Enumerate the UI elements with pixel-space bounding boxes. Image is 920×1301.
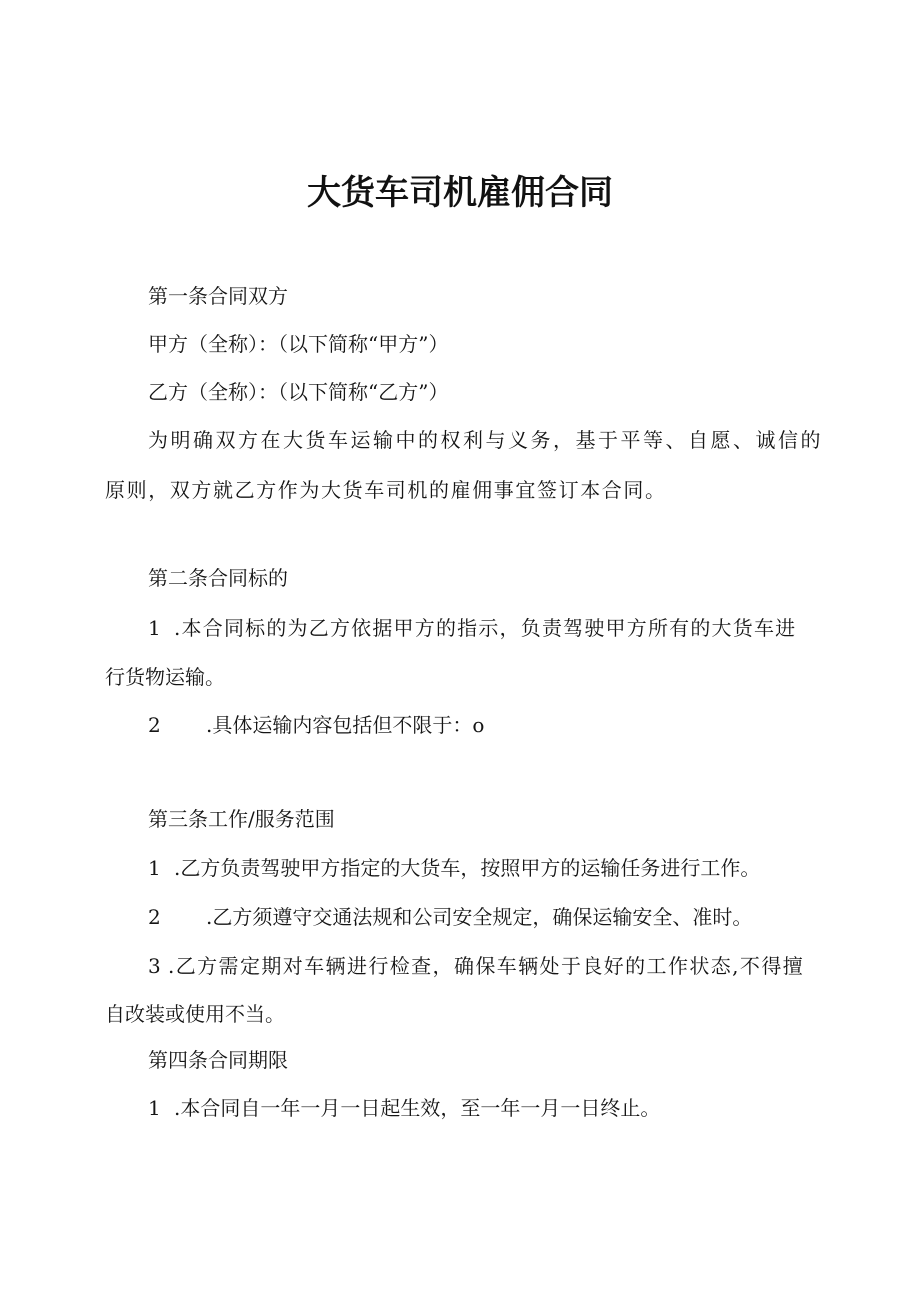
article3-item1-number: 1 xyxy=(148,856,161,880)
article3-item2-text: .乙方须遵守交通法规和公司安全规定，确保运输安全、准时。 xyxy=(206,905,753,929)
article3-heading: 第三条工作/服务范围 xyxy=(148,807,335,831)
article2-heading: 第二条合同标的 xyxy=(148,566,288,590)
article4-item1-line xyxy=(148,1093,660,1123)
article4-item1-text: .本合同自一年一月一日起生效，至一年一月一日终止。 xyxy=(174,1096,661,1120)
article2-item1-line2: 行货物运输。 xyxy=(105,665,225,689)
article2-item2-line xyxy=(148,710,484,740)
article2-item1-line1 xyxy=(148,613,796,643)
article1-paragraph-line2: 原则，双方就乙方作为大货车司机的雇佣事宜签订本合同。 xyxy=(105,478,667,502)
article3-item1-line xyxy=(148,853,760,883)
article2-item1-number: 1 xyxy=(148,616,162,640)
article1-paragraph-line1: 为明确双方在大货车运输中的权利与义务，基于平等、自愿、诚信的 xyxy=(148,428,823,452)
party-a-line: 甲方（全称）：（以下简称“甲方”） xyxy=(148,332,449,356)
article1-heading: 第一条合同双方 xyxy=(148,284,288,308)
article2-item2-number: 2 xyxy=(148,713,161,737)
article3-item1-text: .乙方负责驾驶甲方指定的大货车，按照甲方的运输任务进行工作。 xyxy=(174,856,761,880)
article3-item3-number: 3 xyxy=(148,954,163,978)
article3-item3-line2: 自改装或使用不当。 xyxy=(105,1002,285,1026)
document-title: 大货车司机雇佣合同 xyxy=(307,173,613,213)
article4-heading: 第四条合同期限 xyxy=(148,1048,288,1072)
article3-item3-text: .乙方需定期对车辆进行检查，确保车辆处于良好的工作状态,不得擅 xyxy=(168,954,805,978)
article2-item2-text: .具体运输内容包括但不限于：o xyxy=(206,713,485,737)
article3-item3-line1 xyxy=(148,951,804,981)
article4-item1-number: 1 xyxy=(148,1096,161,1120)
article3-item2-number: 2 xyxy=(148,905,161,929)
article2-item1-text: .本合同标的为乙方依据甲方的指示，负责驾驶甲方所有的大货车进 xyxy=(174,616,797,640)
article3-item2-line xyxy=(148,902,752,932)
party-b-line: 乙方（全称）：（以下简称“乙方”） xyxy=(148,380,449,404)
